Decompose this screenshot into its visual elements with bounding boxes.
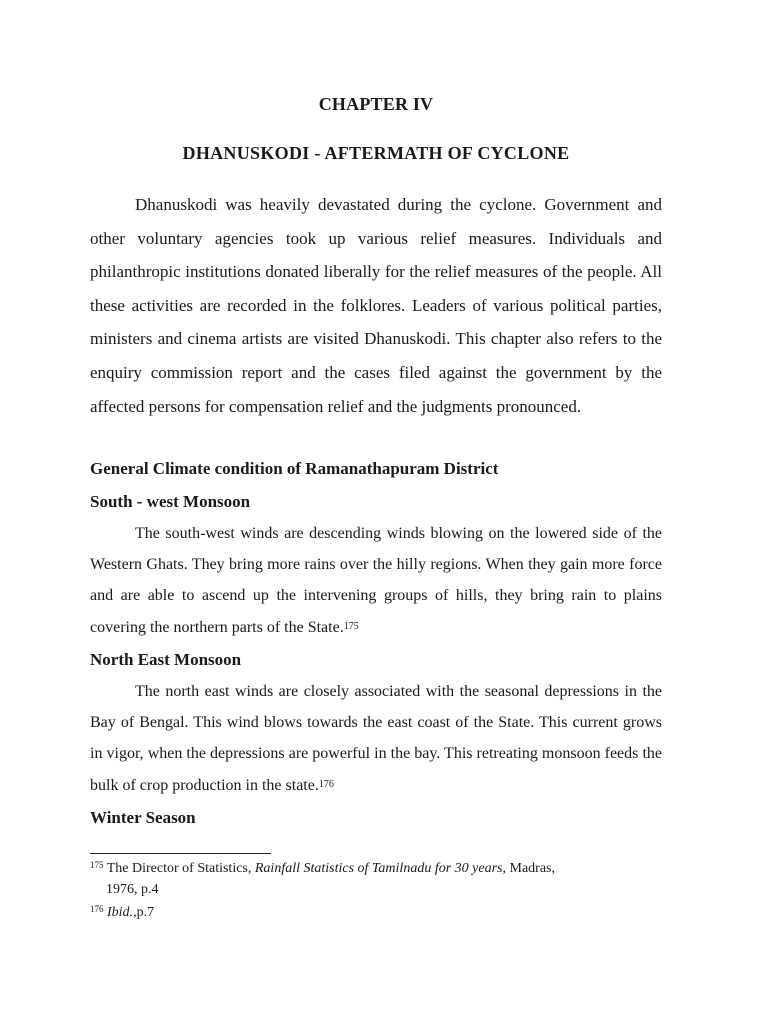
heading-southwest-monsoon: South - west Monsoon: [90, 492, 251, 511]
footnote-divider: [90, 853, 271, 854]
paragraph-northeast-monsoon: [90, 676, 662, 801]
footnote-ref-175: 175: [343, 620, 359, 632]
paragraph-northeast-text: The north east winds are closely associated with the seasonal depressions in the Bay of Bengal. This wind blows towards the east coast of the State. This current grows in vigor, when the depressions are powerful in the bay. This retreating monsoon feeds the bulk of crop production in the state.: [90, 683, 662, 794]
footnote-175: [90, 858, 662, 900]
paragraph-southwest-text: The south-west winds are descending winds blowing on the lowered side of the Western Ghats. They bring more rains over the hilly regions. When they gain more force and are able to ascend up the intervening groups of hills, they bring rain to plains covering the northern parts of the State.: [90, 525, 662, 636]
footnote-continuation: 1976, p.4: [106, 882, 159, 897]
footnote-text: The Director of Statistics,: [103, 861, 255, 876]
intro-paragraph: Dhanuskodi was heavily devastated during the cyclone. Government and other voluntary agencies took up various relief measures. Individuals and philanthropic institutions donated liberally for the relief measures of the people. All these activities are recorded in the folklores. Leaders of various political parties, ministers and cinema artists are visited Dhanuskodi. This chapter also refers to the enquiry commission report and the cases filed against the government by the affected persons for compensation relief and the judgments pronounced.: [90, 195, 662, 416]
footnote-source-title: Rainfall Statistics of Tamilnadu for 30 years: [254, 861, 503, 876]
footnote-text-suffix: ,p.7: [133, 905, 155, 920]
footnote-number: 176: [90, 904, 104, 914]
footnote-176: [90, 902, 662, 923]
heading-northeast-monsoon: North East Monsoon: [90, 650, 242, 669]
chapter-title: DHANUSKODI - AFTERMATH OF CYCLONE: [182, 143, 570, 163]
chapter-label: CHAPTER IV: [318, 94, 434, 114]
paragraph-southwest-monsoon: [90, 518, 662, 643]
footnote-source-title: Ibid.: [107, 905, 134, 920]
section-heading-climate: General Climate condition of Ramanathapuram District: [90, 459, 499, 478]
footnote-ref-176: 176: [318, 778, 334, 790]
footnote-number: 175: [90, 860, 104, 870]
footnote-text-suffix: , Madras,: [502, 861, 555, 876]
heading-winter-season: Winter Season: [90, 808, 196, 827]
